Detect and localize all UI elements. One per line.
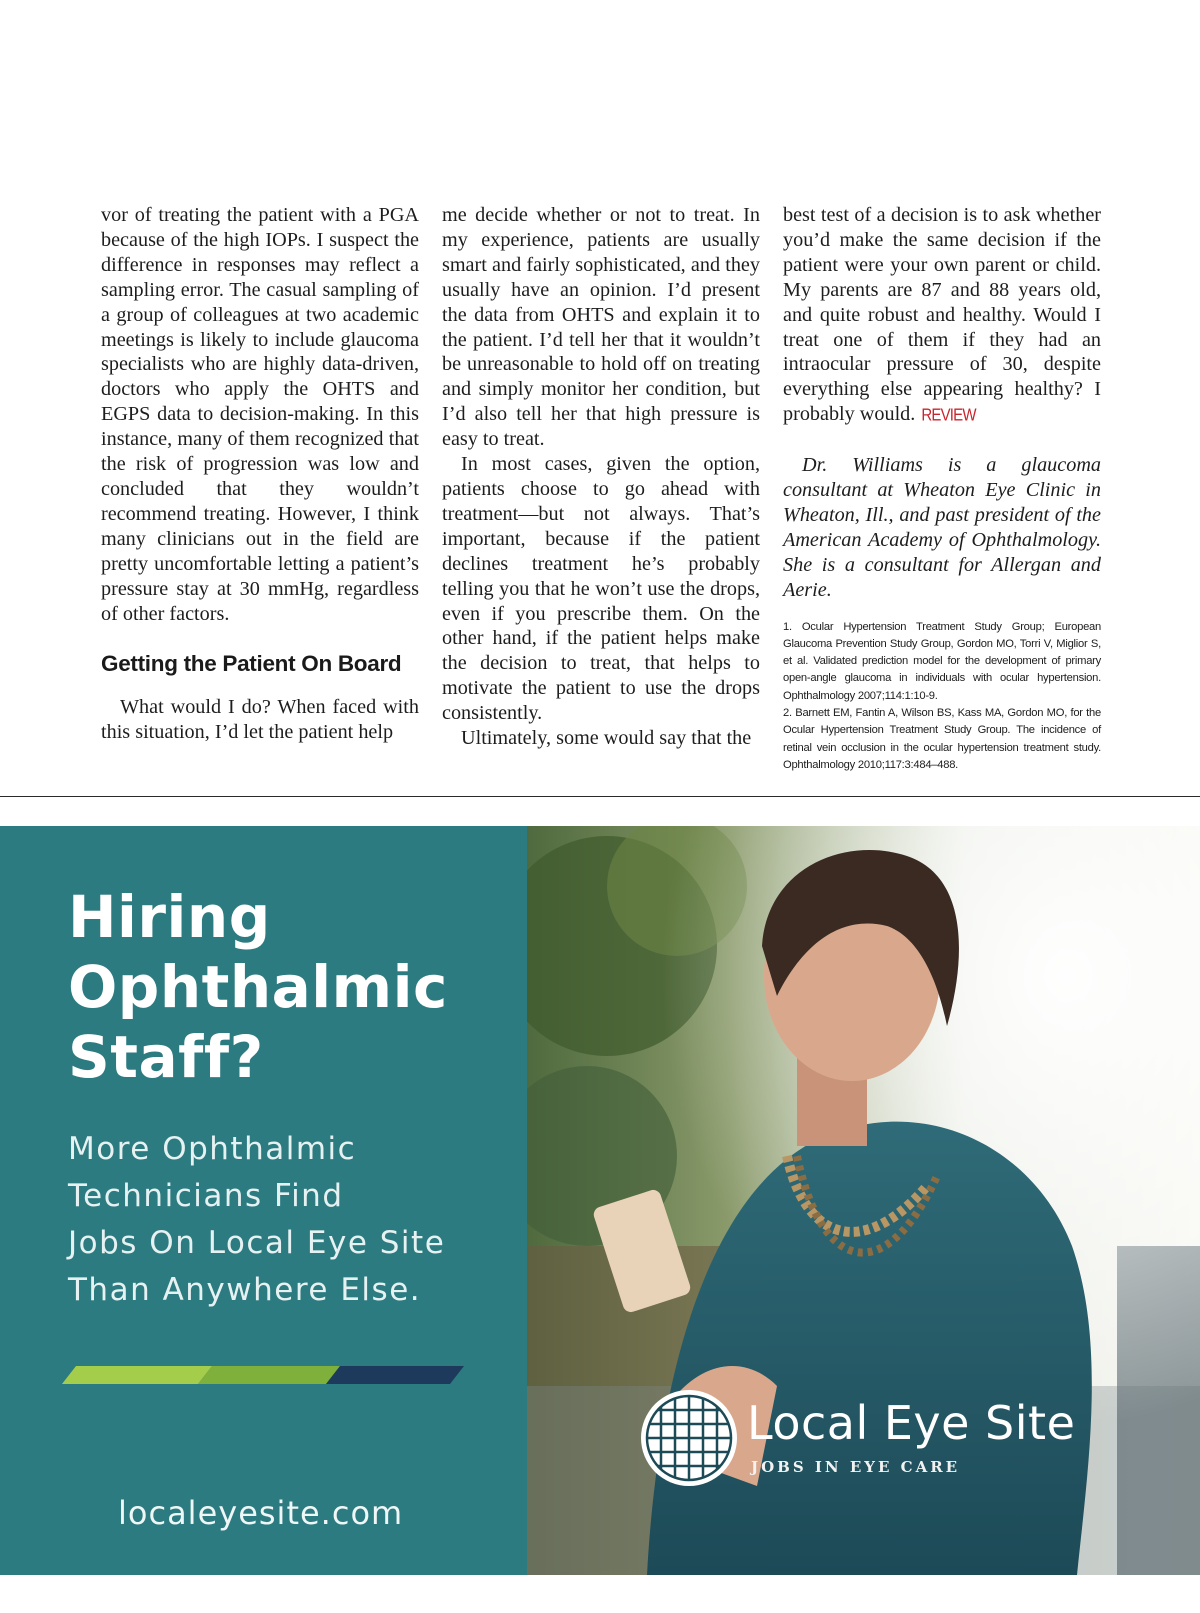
ad-headline: Hiring Ophthalmic Staff? <box>68 883 448 1091</box>
ad-stripes <box>62 1366 464 1384</box>
article-column-3 <box>783 203 1101 774</box>
stripe-dark <box>326 1366 464 1384</box>
reference-item: 1. Ocular Hypertension Treatment Study Group; European Glaucoma Prevention Study Group, Gordon MO, Torri V, Miglior S, et al. Validated prediction model for the development of primary open-angle glaucoma in individuals with ocular hypertension. Ophthalmology 2007;114:1:10-9. <box>783 620 1101 702</box>
end-mark: REVIEW <box>921 405 976 426</box>
article-paragraph: What would I do? When faced with this situation, I’d let the patient help <box>101 696 419 744</box>
ad-photo-panel <box>527 826 1200 1575</box>
article-paragraph: me decide whether or not to treat. In my experience, patients are usually smart and fairly sophisticated, and they usually have an opinion. I’d present the data from OHTS and explain it to the patient. I’d tell her that it wouldn’t be unreasonable to hold off on treating and simply monitor her condition, but I’d also tell her that high pressure is easy to treat. <box>442 204 760 451</box>
author-bio: Dr. Williams is a glaucoma consultant at Wheaton Eye Clinic in Wheaton, Ill., and past president of the American Academy of Ophthalmology. She is a consultant for Allergan and Aerie. <box>783 454 1101 601</box>
article-paragraph: Ultimately, some would say that the <box>461 727 752 750</box>
stripe-mid <box>198 1366 340 1384</box>
section-heading: Getting the Patient On Board <box>101 651 402 677</box>
references <box>783 619 1101 775</box>
reference-item: 2. Barnett EM, Fantin A, Wilson BS, Kass MA, Gordon MO, for the Ocular Hypertension Treatment Study Group. The incidence of retinal vein occlusion in the ocular hypertension treatment study. Ophthalmology 2010;117:3:484–488. <box>783 707 1101 771</box>
article-paragraph-text: best test of a decision is to ask whether you’d make the same decision if the patient were your own parent or child. My parents are 87 and 88 years old, and quite robust and healthy. Would I treat one of them if they had an intraocular pressure of 30, despite everything else appearing healthy? I probably would. <box>783 204 1101 426</box>
globe-grid-icon <box>637 1386 741 1490</box>
brand-name: Local Eye Site <box>747 1396 1076 1450</box>
article-paragraph <box>783 203 1101 429</box>
ad-website-link[interactable]: localeyesite.com <box>118 1494 404 1532</box>
advertisement[interactable] <box>0 826 1200 1575</box>
article-paragraph: In most cases, given the option, patients choose to go ahead with treatment—but not always. That’s important, because if the patient declines treatment he’s probably telling you that he won’t use the drops, even if you prescribe them. On the other hand, if the patient helps make the decision to treat, that helps to motivate the patient to use the drops consistently. <box>442 453 760 725</box>
ad-text-panel <box>0 826 527 1575</box>
article-paragraph: vor of treating the patient with a PGA because of the high IOPs. I suspect the difference in responses may reflect a sampling error. The casual sampling of a group of colleagues at two academic meetings is likely to include glaucoma specialists who are highly data-driven, doctors who apply the OHTS and EGPS data to decision-making. In this instance, many of them recognized that the risk of progression was low and concluded that they wouldn’t recommend treating. However, I think many clinicians out in the field are pretty uncomfortable letting a patient’s pressure stay at 30 mmHg, regardless of other factors. <box>101 204 419 625</box>
ad-subtext: More Ophthalmic Technicians Find Jobs On Local Eye Site Than Anywhere Else. <box>68 1131 446 1308</box>
article-column-1 <box>101 203 419 745</box>
brand-tagline: JOBS IN EYE CARE <box>751 1458 961 1476</box>
divider-rule <box>0 796 1200 797</box>
stripe-light <box>62 1366 212 1384</box>
article-column-2 <box>442 203 760 751</box>
